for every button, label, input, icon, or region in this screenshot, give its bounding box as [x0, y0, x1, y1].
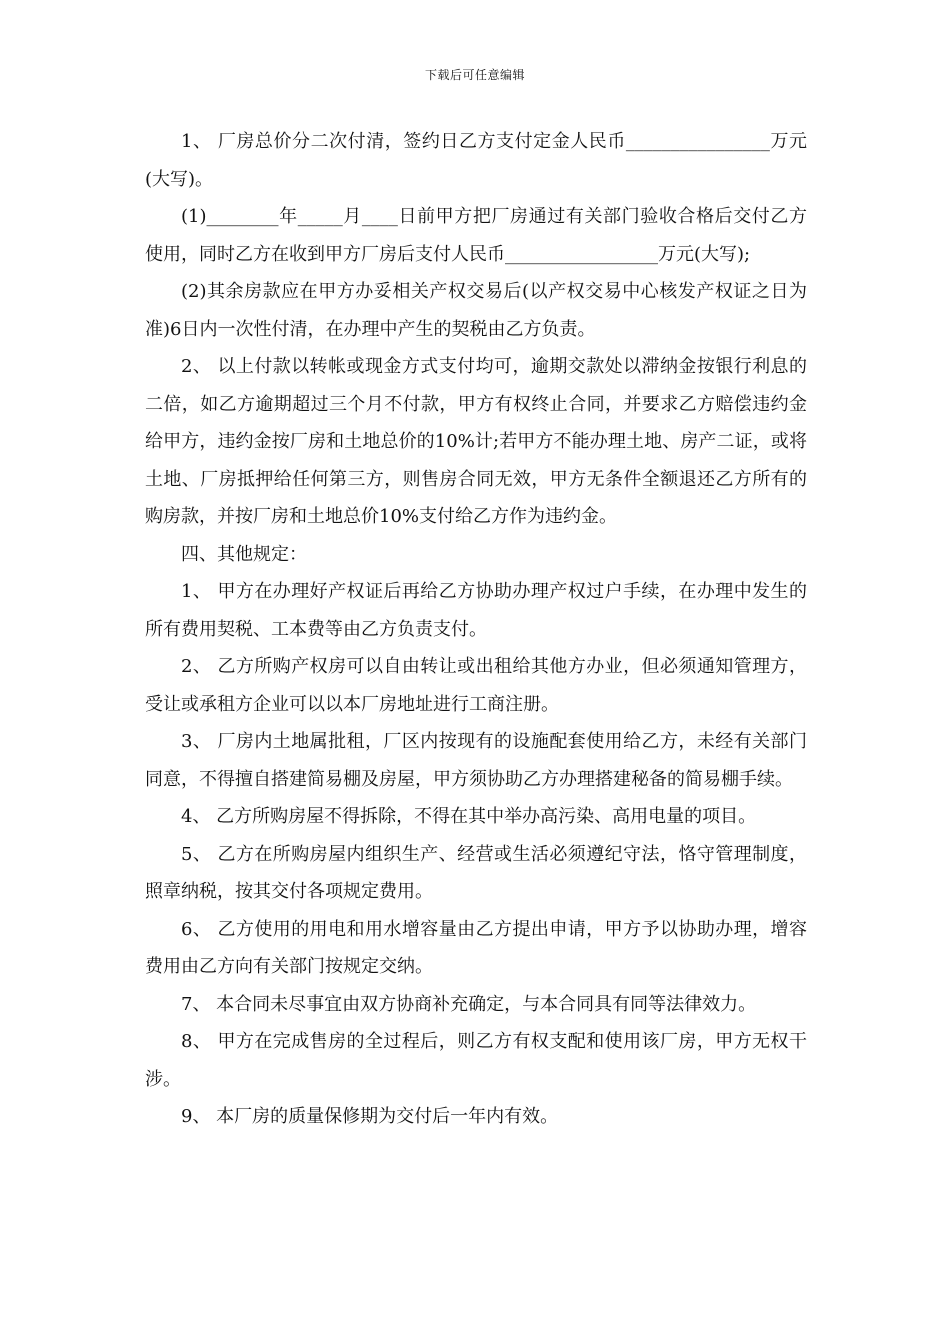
clause-other-4: 4、 乙方所购房屋不得拆除，不得在其中举办高污染、高用电量的项目。	[181, 806, 757, 827]
section-heading-other-rules: 四、其他规定：	[181, 543, 307, 565]
clause-other-9: 9、 本厂房的质量保修期为交付后一年内有效。	[181, 1106, 559, 1127]
document-body	[145, 123, 807, 1136]
clause-payment-1-sub-1: (1)________年_____月____日前甲方把厂房通过有关部门验收合格后交付乙方使用，同时乙方在收到甲方厂房后支付人民币_________________万元(大写);	[145, 206, 807, 265]
clause-other-5: 5、 乙方在所购房屋内组织生产、经营或生活必须遵纪守法，恪守管理制度，照章纳税，按其交付各项规定费用。	[145, 843, 807, 902]
clause-other-3: 3、 厂房内土地属批租，厂区内按现有的设施配套使用给乙方，未经有关部门同意，不得擅自搭建简易棚及房屋，甲方须协助乙方办理搭建秘备的简易棚手续。	[145, 731, 807, 790]
clause-other-7: 7、 本合同未尽事宜由双方协商补充确定，与本合同具有同等法律效力。	[181, 993, 757, 1015]
clause-other-2: 2、 乙方所购产权房可以自由转让或出租给其他方办业，但必须通知管理方，受让或承租方企业可以以本厂房地址进行工商注册。	[145, 656, 807, 715]
clause-other-1: 1、 甲方在办理好产权证后再给乙方协助办理产权过户手续，在办理中发生的所有费用契税、工本费等由乙方负责支付。	[145, 581, 807, 640]
page-header: 下载后可任意编辑	[424, 68, 525, 82]
clause-other-8: 8、 甲方在完成售房的全过程后，则乙方有权支配和使用该厂房，甲方无权干涉。	[145, 1031, 807, 1090]
clause-payment-1: 1、 厂房总价分二次付清，签约日乙方支付定金人民币________________万元(大写)。	[145, 131, 807, 190]
clause-payment-2: 2、 以上付款以转帐或现金方式支付均可，逾期交款处以滞纳金按银行利息的二倍，如乙方逾期超过三个月不付款，甲方有权终止合同，并要求乙方赔偿违约金给甲方，违约金按厂房和土地总价的10%计;若甲方不能办理土地、房产二证，或将土地、厂房抵押给任何第三方，则售房合同无效，甲方无条件全额退还乙方所有的购房款，并按厂房和土地总价10%支付给乙方作为违约金。	[145, 356, 807, 527]
clause-other-6: 6、 乙方使用的用电和用水增容量由乙方提出申请，甲方予以协助办理，增容费用由乙方向有关部门按规定交纳。	[145, 918, 807, 977]
clause-payment-1-sub-2: (2)其余房款应在甲方办妥相关产权交易后(以产权交易中心核发产权证之日为准)6日内一次性付清，在办理中产生的契税由乙方负责。	[145, 281, 807, 340]
